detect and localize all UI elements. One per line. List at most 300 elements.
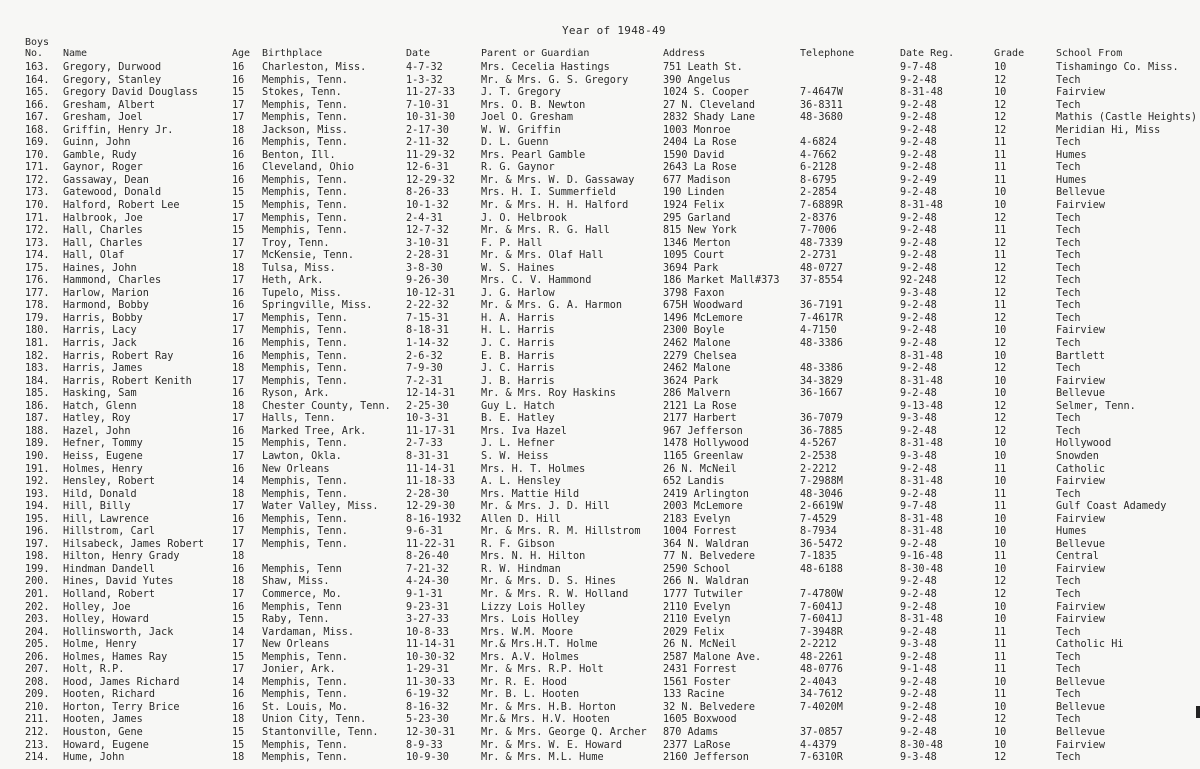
- cell-date-reg: 9-2-48: [900, 488, 937, 500]
- cell-grade: 11: [994, 174, 1007, 186]
- cell-date-reg: 9-2-48: [900, 338, 937, 350]
- cell-name: Harlow, Marion: [63, 287, 149, 299]
- cell-school-from: Meridian Hi, Miss: [1056, 124, 1161, 136]
- cell-age: 16: [232, 338, 245, 350]
- cell-grade: 11: [994, 300, 1007, 312]
- header-grade: Grade: [994, 48, 1025, 59]
- cell-name: Hall, Charles: [63, 225, 143, 237]
- cell-age: 14: [232, 626, 245, 638]
- cell-birth-date: 1-3-32: [406, 74, 443, 86]
- cell-name: Gregory, Durwood: [63, 62, 162, 73]
- cell-birthplace: Tulsa, Miss.: [262, 262, 336, 274]
- cell-name: Gresham, Joel: [63, 112, 143, 124]
- cell-parent: Mr. & Mrs. W. D. Gassaway: [481, 174, 635, 186]
- cell-school-from: Fairview: [1056, 513, 1106, 525]
- cell-grade: 11: [994, 225, 1007, 237]
- cell-birthplace: Halls, Tenn.: [262, 413, 336, 425]
- cell-name: Gaynor, Roger: [63, 162, 143, 174]
- table-row: [0, 752, 1200, 765]
- cell-address: 1496 McLemore: [663, 312, 743, 324]
- cell-age: 14: [232, 476, 245, 488]
- cell-number: 199.: [25, 563, 50, 575]
- cell-telephone: 7-6889R: [800, 200, 843, 212]
- cell-address: 2404 La Rose: [663, 137, 737, 149]
- cell-name: Hollinsworth, Jack: [63, 626, 174, 638]
- table-row: [0, 464, 1200, 477]
- cell-birth-date: 4-24-30: [406, 576, 449, 588]
- cell-birth-date: 2-17-30: [406, 124, 449, 136]
- cell-age: 18: [232, 262, 245, 274]
- cell-grade: 10: [994, 350, 1007, 362]
- cell-birthplace: Memphis, Tenn: [262, 601, 342, 613]
- cell-date-reg: 9-3-48: [900, 287, 937, 299]
- cell-age: 15: [232, 726, 245, 738]
- cell-parent: Mrs. Iva Hazel: [481, 425, 567, 437]
- cell-date-reg: 9-2-48: [900, 162, 937, 174]
- cell-date-reg: 92-248: [900, 275, 937, 287]
- cell-telephone: 4-7150: [800, 325, 837, 337]
- cell-age: 17: [232, 212, 245, 224]
- cell-address: 652 Landis: [663, 476, 725, 488]
- cell-name: Heiss, Eugene: [63, 450, 143, 462]
- cell-name: Hazel, John: [63, 425, 131, 437]
- cell-grade: 12: [994, 237, 1007, 249]
- cell-birthplace: McKensie, Tenn.: [262, 250, 355, 262]
- cell-grade: 10: [994, 526, 1007, 538]
- cell-school-from: Tech: [1056, 74, 1081, 86]
- cell-birth-date: 9-1-31: [406, 588, 443, 600]
- cell-birth-date: 11-27-33: [406, 87, 456, 99]
- cell-address: 2029 Felix: [663, 626, 725, 638]
- cell-date-reg: 8-31-48: [900, 350, 943, 362]
- header-birthplace: Birthplace: [262, 48, 323, 59]
- cell-age: 17: [232, 450, 245, 462]
- cell-school-from: Tech: [1056, 413, 1081, 425]
- cell-address: 1590 David: [663, 149, 725, 161]
- table-row: [0, 200, 1200, 213]
- cell-birth-date: 11-17-31: [406, 425, 456, 437]
- cell-birthplace: New Orleans: [262, 639, 330, 651]
- header-address: Address: [663, 48, 706, 59]
- cell-age: 18: [232, 714, 245, 726]
- cell-parent: H. A. Harris: [481, 312, 555, 324]
- cell-school-from: Fairview: [1056, 476, 1106, 488]
- cell-grade: 12: [994, 752, 1007, 764]
- cell-date-reg: 9-7-48: [900, 501, 937, 513]
- cell-date-reg: 9-2-48: [900, 137, 937, 149]
- table-row: [0, 275, 1200, 288]
- cell-date-reg: 9-2-48: [900, 388, 937, 400]
- cell-birth-date: 8-26-40: [406, 551, 449, 563]
- cell-parent: Allen D. Hill: [481, 513, 561, 525]
- table-row: [0, 451, 1200, 464]
- cell-parent: Mr. R. E. Hood: [481, 676, 567, 688]
- cell-parent: J. B. Harris: [481, 375, 555, 387]
- cell-birthplace: Memphis, Tenn.: [262, 74, 348, 86]
- cell-school-from: Tech: [1056, 488, 1081, 500]
- cell-grade: 10: [994, 187, 1007, 199]
- cell-birth-date: 2-11-32: [406, 137, 449, 149]
- table-row: [0, 689, 1200, 702]
- cell-address: 2462 Malone: [663, 363, 731, 375]
- cell-address: 2177 Harbert: [663, 413, 737, 425]
- cell-telephone: 2-6619W: [800, 501, 843, 513]
- cell-date-reg: 8-31-48: [900, 526, 943, 538]
- cell-date-reg: 8-31-48: [900, 375, 943, 387]
- cell-number: 173.: [25, 237, 50, 249]
- cell-grade: 11: [994, 639, 1007, 651]
- cell-age: 18: [232, 124, 245, 136]
- cell-birth-date: 8-9-33: [406, 739, 443, 751]
- cell-telephone: 2-2731: [800, 250, 837, 262]
- cell-address: 2160 Jefferson: [663, 752, 749, 764]
- cell-birth-date: 9-6-31: [406, 526, 443, 538]
- cell-address: 266 N. Waldran: [663, 576, 749, 588]
- cell-number: 202.: [25, 601, 50, 613]
- cell-telephone: 7-7006: [800, 225, 837, 237]
- table-row: [0, 300, 1200, 313]
- cell-parent: B. E. Hatley: [481, 413, 555, 425]
- cell-address: 3694 Park: [663, 262, 719, 274]
- table-row: [0, 677, 1200, 690]
- cell-grade: 12: [994, 363, 1007, 375]
- cell-parent: J. O. Helbrook: [481, 212, 567, 224]
- cell-birth-date: 7-10-31: [406, 99, 449, 111]
- cell-telephone: 36-7885: [800, 425, 843, 437]
- cell-grade: 11: [994, 162, 1007, 174]
- cell-age: 17: [232, 250, 245, 262]
- cell-number: 172.: [25, 174, 50, 186]
- cell-age: 16: [232, 601, 245, 613]
- cell-number: 184.: [25, 375, 50, 387]
- cell-birthplace: Cleveland, Ohio: [262, 162, 355, 174]
- cell-address: 295 Garland: [663, 212, 731, 224]
- cell-name: Hill, Lawrence: [63, 513, 149, 525]
- cell-number: 187.: [25, 413, 50, 425]
- header-parent: Parent or Guardian: [481, 48, 590, 59]
- cell-grade: 10: [994, 200, 1007, 212]
- cell-telephone: 7-4617R: [800, 312, 843, 324]
- cell-school-from: Tech: [1056, 275, 1081, 287]
- cell-name: Holley, Howard: [63, 614, 149, 626]
- cell-name: Hensley, Robert: [63, 476, 156, 488]
- cell-birthplace: Memphis, Tenn.: [262, 375, 348, 387]
- cell-date-reg: 9-2-48: [900, 325, 937, 337]
- cell-address: 3798 Faxon: [663, 287, 725, 299]
- cell-number: 182.: [25, 350, 50, 362]
- cell-parent: A. L. Hensley: [481, 476, 561, 488]
- table-row: [0, 539, 1200, 552]
- cell-number: 192.: [25, 476, 50, 488]
- cell-age: 17: [232, 501, 245, 513]
- cell-address: 364 N. Waldran: [663, 538, 749, 550]
- cell-age: 17: [232, 413, 245, 425]
- table-row: [0, 401, 1200, 414]
- cell-date-reg: 8-30-48: [900, 563, 943, 575]
- cell-name: Holme, Henry: [63, 639, 137, 651]
- cell-birthplace: Jonier, Ark.: [262, 664, 336, 676]
- cell-number: 166.: [25, 99, 50, 111]
- cell-telephone: 7-2988M: [800, 476, 843, 488]
- cell-address: 751 Leath St.: [663, 62, 743, 73]
- table-row: [0, 150, 1200, 163]
- cell-school-from: Tech: [1056, 225, 1081, 237]
- cell-birth-date: 11-29-32: [406, 149, 456, 161]
- cell-birthplace: Memphis, Tenn.: [262, 538, 348, 550]
- cell-telephone: 7-4020M: [800, 701, 843, 713]
- cell-date-reg: 8-31-48: [900, 513, 943, 525]
- cell-school-from: Fairview: [1056, 563, 1106, 575]
- cell-grade: 12: [994, 287, 1007, 299]
- table-row: [0, 551, 1200, 564]
- cell-address: 1561 Foster: [663, 676, 731, 688]
- cell-number: 173.: [25, 187, 50, 199]
- cell-birthplace: Memphis, Tenn.: [262, 212, 348, 224]
- header-boys: Boys: [25, 37, 50, 48]
- cell-age: 16: [232, 563, 245, 575]
- table-row: [0, 62, 1200, 75]
- cell-grade: 11: [994, 689, 1007, 701]
- cell-birth-date: 5-23-30: [406, 714, 449, 726]
- cell-birthplace: Charleston, Miss.: [262, 62, 367, 73]
- cell-age: 14: [232, 676, 245, 688]
- cell-name: Gatewood, Donald: [63, 187, 162, 199]
- cell-date-reg: 9-3-48: [900, 752, 937, 764]
- cell-date-reg: 9-2-48: [900, 112, 937, 124]
- cell-birth-date: 8-16-32: [406, 701, 449, 713]
- cell-parent: Mr.& Mrs. H.V. Hooten: [481, 714, 610, 726]
- cell-name: Horton, Terry Brice: [63, 701, 180, 713]
- cell-grade: 12: [994, 312, 1007, 324]
- cell-date-reg: 9-2-48: [900, 626, 937, 638]
- cell-age: 18: [232, 576, 245, 588]
- cell-birth-date: 7-2-31: [406, 375, 443, 387]
- cell-address: 677 Madison: [663, 174, 731, 186]
- cell-name: Gamble, Rudy: [63, 149, 137, 161]
- cell-grade: 11: [994, 250, 1007, 262]
- cell-birthplace: Chester County, Tenn.: [262, 400, 391, 412]
- cell-school-from: Tech: [1056, 588, 1081, 600]
- cell-name: Harris, Jack: [63, 338, 137, 350]
- cell-grade: 10: [994, 325, 1007, 337]
- cell-birthplace: Memphis, Tenn.: [262, 526, 348, 538]
- cell-number: 188.: [25, 425, 50, 437]
- cell-birth-date: 10-12-31: [406, 287, 456, 299]
- cell-date-reg: 8-31-48: [900, 87, 943, 99]
- cell-name: Hooten, Richard: [63, 689, 156, 701]
- cell-number: 167.: [25, 112, 50, 124]
- cell-name: Hooten, James: [63, 714, 143, 726]
- cell-date-reg: 9-2-48: [900, 651, 937, 663]
- cell-number: 211.: [25, 714, 50, 726]
- cell-age: 17: [232, 312, 245, 324]
- cell-school-from: Bellevue: [1056, 726, 1106, 738]
- cell-telephone: 48-2261: [800, 651, 843, 663]
- cell-birthplace: Memphis, Tenn.: [262, 739, 348, 751]
- cell-number: 171.: [25, 162, 50, 174]
- cell-age: 15: [232, 739, 245, 751]
- cell-date-reg: 9-2-48: [900, 363, 937, 375]
- cell-name: Holmes, Hames Ray: [63, 651, 168, 663]
- table-row: [0, 526, 1200, 539]
- cell-name: Hindman Dandell: [63, 563, 156, 575]
- cell-age: 17: [232, 325, 245, 337]
- cell-number: 163.: [25, 62, 50, 73]
- cell-address: 133 Racine: [663, 689, 725, 701]
- cell-age: 17: [232, 375, 245, 387]
- cell-age: 18: [232, 400, 245, 412]
- cell-date-reg: 9-2-48: [900, 538, 937, 550]
- cell-name: Holt, R.P.: [63, 664, 125, 676]
- cell-telephone: 4-7662: [800, 149, 837, 161]
- cell-grade: 12: [994, 400, 1007, 412]
- cell-telephone: 4-4379: [800, 739, 837, 751]
- table-row: [0, 250, 1200, 263]
- table-row: [0, 162, 1200, 175]
- cell-telephone: 37-0857: [800, 726, 843, 738]
- cell-age: 17: [232, 237, 245, 249]
- table-row: [0, 213, 1200, 226]
- cell-age: 17: [232, 588, 245, 600]
- cell-grade: 12: [994, 275, 1007, 287]
- cell-grade: 12: [994, 124, 1007, 136]
- cell-telephone: 2-8376: [800, 212, 837, 224]
- cell-birth-date: 10-3-31: [406, 413, 449, 425]
- cell-school-from: Humes: [1056, 526, 1087, 538]
- cell-number: 212.: [25, 726, 50, 738]
- cell-parent: Mr.& Mrs.H.T. Holme: [481, 639, 598, 651]
- cell-date-reg: 9-13-48: [900, 400, 943, 412]
- cell-date-reg: 9-2-48: [900, 701, 937, 713]
- cell-birth-date: 2-7-33: [406, 438, 443, 450]
- cell-telephone: 8-7934: [800, 526, 837, 538]
- cell-birth-date: 12-6-31: [406, 162, 449, 174]
- cell-telephone: 4-6824: [800, 137, 837, 149]
- cell-address: 26 N. McNeil: [663, 463, 737, 475]
- cell-grade: 10: [994, 701, 1007, 713]
- cell-telephone: 48-3386: [800, 338, 843, 350]
- cell-school-from: Tech: [1056, 287, 1081, 299]
- cell-parent: R. W. Hindman: [481, 563, 561, 575]
- cell-grade: 10: [994, 614, 1007, 626]
- cell-birth-date: 9-26-30: [406, 275, 449, 287]
- cell-grade: 11: [994, 149, 1007, 161]
- cell-birth-date: 7-15-31: [406, 312, 449, 324]
- cell-birthplace: Heth, Ark.: [262, 275, 324, 287]
- cell-number: 183.: [25, 363, 50, 375]
- cell-grade: 10: [994, 513, 1007, 525]
- cell-address: 2643 La Rose: [663, 162, 737, 174]
- cell-birth-date: 10-1-32: [406, 200, 449, 212]
- cell-age: 16: [232, 300, 245, 312]
- cell-birthplace: Memphis, Tenn.: [262, 676, 348, 688]
- cell-birthplace: Commerce, Mo.: [262, 588, 342, 600]
- cell-address: 2587 Malone Ave.: [663, 651, 762, 663]
- cell-parent: Mr. & Mrs. R.P. Holt: [481, 664, 604, 676]
- cell-parent: Mrs. H. I. Summerfield: [481, 187, 616, 199]
- cell-date-reg: 9-2-48: [900, 262, 937, 274]
- cell-date-reg: 9-2-48: [900, 300, 937, 312]
- cell-number: 197.: [25, 538, 50, 550]
- cell-number: 214.: [25, 752, 50, 764]
- cell-birth-date: 2-4-31: [406, 212, 443, 224]
- cell-birthplace: Memphis, Tenn.: [262, 225, 348, 237]
- cell-birth-date: 7-9-30: [406, 363, 443, 375]
- cell-telephone: 8-6795: [800, 174, 837, 186]
- cell-grade: 11: [994, 551, 1007, 563]
- cell-telephone: 48-0727: [800, 262, 843, 274]
- cell-number: 174.: [25, 250, 50, 262]
- cell-address: 2110 Evelyn: [663, 614, 731, 626]
- cell-grade: 11: [994, 501, 1007, 513]
- cell-birthplace: Jackson, Miss.: [262, 124, 348, 136]
- cell-date-reg: 8-31-48: [900, 200, 943, 212]
- table-row: [0, 263, 1200, 276]
- cell-age: 18: [232, 752, 245, 764]
- cell-name: Hatch, Glenn: [63, 400, 137, 412]
- cell-age: 15: [232, 614, 245, 626]
- table-row: [0, 351, 1200, 364]
- cell-name: Howard, Eugene: [63, 739, 149, 751]
- cell-school-from: Fairview: [1056, 375, 1106, 387]
- cell-name: Hilsabeck, James Robert: [63, 538, 205, 550]
- cell-name: Hammond, Charles: [63, 275, 162, 287]
- cell-age: 16: [232, 174, 245, 186]
- cell-name: Hefner, Tommy: [63, 438, 143, 450]
- cell-birthplace: Vardaman, Miss.: [262, 626, 355, 638]
- cell-date-reg: 8-31-48: [900, 614, 943, 626]
- cell-grade: 10: [994, 375, 1007, 387]
- cell-grade: 12: [994, 425, 1007, 437]
- cell-age: 16: [232, 287, 245, 299]
- cell-parent: J. T. Gregory: [481, 87, 561, 99]
- cell-birthplace: Memphis, Tenn.: [262, 752, 348, 764]
- cell-parent: E. B. Harris: [481, 350, 555, 362]
- cell-number: 195.: [25, 513, 50, 525]
- cell-birthplace: St. Louis, Mo.: [262, 701, 348, 713]
- cell-birth-date: 1-14-32: [406, 338, 449, 350]
- cell-number: 203.: [25, 614, 50, 626]
- cell-grade: 12: [994, 112, 1007, 124]
- cell-birthplace: Stantonville, Tenn.: [262, 726, 379, 738]
- cell-birthplace: Memphis, Tenn.: [262, 137, 348, 149]
- cell-school-from: Humes: [1056, 149, 1087, 161]
- cell-age: 15: [232, 200, 245, 212]
- table-row: [0, 187, 1200, 200]
- cell-school-from: Tech: [1056, 576, 1081, 588]
- cell-parent: Mrs. H. T. Holmes: [481, 463, 586, 475]
- cell-parent: Mr. & Mrs. H.B. Horton: [481, 701, 616, 713]
- cell-telephone: 2-2854: [800, 187, 837, 199]
- cell-address: 27 N. Cleveland: [663, 99, 756, 111]
- cell-number: 191.: [25, 463, 50, 475]
- cell-birth-date: 10-9-30: [406, 752, 449, 764]
- table-row: [0, 87, 1200, 100]
- cell-birthplace: Memphis, Tenn.: [262, 338, 348, 350]
- cell-birth-date: 12-7-32: [406, 225, 449, 237]
- cell-grade: 10: [994, 388, 1007, 400]
- cell-number: 176.: [25, 275, 50, 287]
- table-row: [0, 363, 1200, 376]
- cell-school-from: Tech: [1056, 262, 1081, 274]
- cell-parent: J. C. Harris: [481, 363, 555, 375]
- cell-school-from: Tech: [1056, 714, 1081, 726]
- cell-number: 201.: [25, 588, 50, 600]
- cell-address: 1605 Boxwood: [663, 714, 737, 726]
- cell-parent: J. L. Hefner: [481, 438, 555, 450]
- cell-birthplace: Memphis, Tenn.: [262, 689, 348, 701]
- cell-birth-date: 2-6-32: [406, 350, 443, 362]
